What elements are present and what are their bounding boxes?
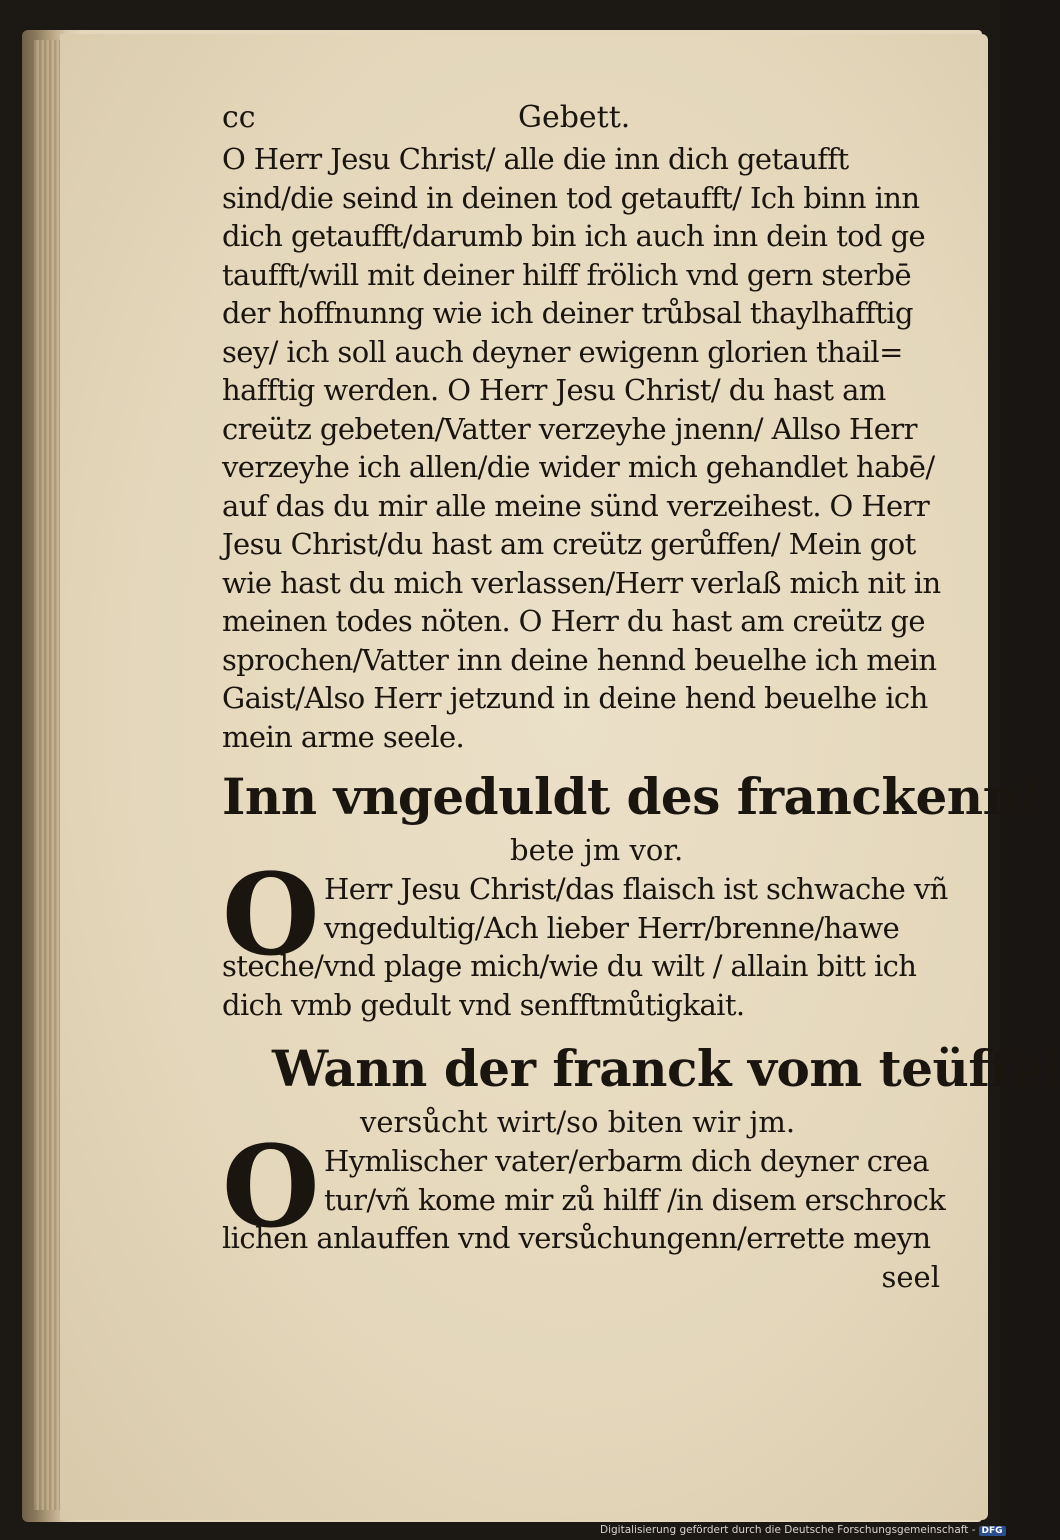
text-line: dich vmb gedult vnd senfftmůtigkait. — [222, 987, 745, 1022]
initial-capital: O — [222, 850, 320, 981]
text-line: vngedultig/Ach lieber Herr/brenne/hawe — [324, 910, 900, 945]
section-heading-temptation: Wann der franck vom teüffel — [272, 1039, 1060, 1098]
running-title: Gebett. — [518, 100, 631, 135]
text-line: creütz gebeten/Vatter verzeyhe jnenn/ Allso Herr — [222, 411, 917, 446]
text-line: steche/vnd plage mich/wie du wilt / allain bitt ich — [222, 949, 917, 983]
text-line: verzeyhe ich allen/die wider mich gehandlet habē/ — [222, 450, 935, 484]
text-line: auf das du mir alle meine sünd verzeihest. O Herr — [222, 488, 930, 523]
text-line: meinen todes nöten. O Herr du hast am creütz ge — [222, 604, 925, 638]
text-line: Hymlischer vater/erbarm dich deyner crea — [324, 1144, 929, 1178]
text-line: Herr Jesu Christ/das flaisch ist schwache vñ — [324, 872, 948, 906]
text-block — [222, 100, 1060, 1296]
text-line: wie hast du mich verlassen/Herr verlaß mich nit in — [222, 565, 941, 600]
page-header — [222, 100, 950, 140]
text-line: sind/die seind in deinen tod getaufft/ Ich binn inn — [222, 180, 920, 215]
text-line: O Herr Jesu Christ/ alle die inn dich getaufft — [222, 142, 849, 176]
dfg-logo: DFG — [979, 1526, 1006, 1536]
initial-capital: O — [222, 1122, 320, 1253]
text-line: sprochen/Vatter inn deine hennd beuelhe ich mein — [222, 642, 937, 677]
text-line: lichen anlauffen vnd versůchungenn/errette meyn — [222, 1221, 931, 1255]
text-line: tur/vñ kome mir zů hilff /in disem erschrock — [324, 1182, 946, 1217]
text-line: Gaist/Also Herr jetzund in deine hend beuelhe ich — [222, 681, 928, 715]
text-line: der hoffnunng wie ich deiner trůbsal thaylhafftig — [222, 296, 913, 330]
text-line: dich getaufft/darumb bin ich auch inn dein tod ge — [222, 219, 926, 253]
section-subheading-impatience: bete jm vor. — [510, 833, 684, 867]
credit-text: Digitalisierung gefördert durch die Deutsche Forschungsgemeinschaft - — [600, 1524, 976, 1536]
text-line: hafftig werden. O Herr Jesu Christ/ du hast am — [222, 373, 886, 407]
section-subheading-temptation: versůcht wirt/so biten wir jm. — [360, 1105, 796, 1139]
prayer-paragraph — [222, 140, 950, 756]
digitization-credit — [600, 1524, 1003, 1538]
text-line: sey/ ich soll auch deyner ewigenn glorien thail= — [222, 334, 903, 369]
text-line: taufft/will mit deiner hilff frölich vnd gern sterbē — [222, 257, 912, 292]
catchword: seel — [881, 1259, 940, 1294]
signature-mark: cc — [222, 100, 256, 135]
text-line: mein arme seele. — [222, 719, 465, 754]
section-heading-impatience: Inn vngeduldt des franckenn/ — [222, 767, 1037, 826]
text-line: Jesu Christ/du hast am creütz gerůffen/ Mein got — [222, 527, 916, 561]
